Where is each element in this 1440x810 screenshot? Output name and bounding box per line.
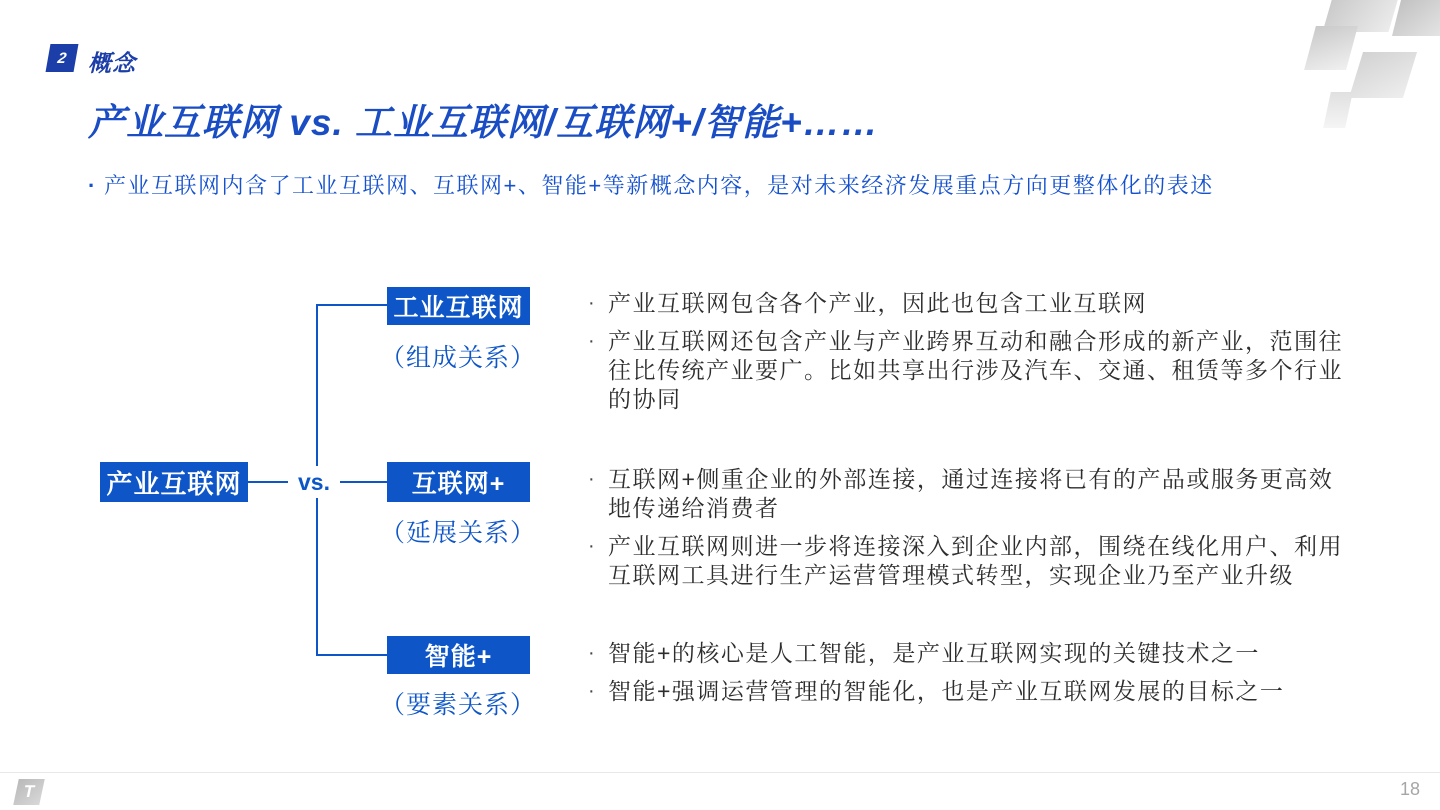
list-item xyxy=(588,327,1346,414)
bullet-dot: · xyxy=(588,292,597,314)
list-item xyxy=(588,639,1346,668)
page-title: 产业互联网 vs. 工业互联网/互联网+/智能+…… xyxy=(88,102,879,143)
bullet-dot: · xyxy=(588,535,597,557)
bullet-dot: · xyxy=(588,642,597,664)
bullet-dot: · xyxy=(588,468,597,490)
footer-logo-glyph: T xyxy=(21,782,37,801)
list-item xyxy=(588,677,1346,706)
branch-relation-label: （延展关系） xyxy=(379,519,536,547)
footer-divider xyxy=(0,772,1440,773)
point-text: 智能+强调运营管理的智能化，也是产业互联网发展的目标之一 xyxy=(608,678,1285,704)
point-text: 互联网+侧重企业的外部连接，通过连接将已有的产品或服务更高效地传递给消费者 xyxy=(608,466,1334,521)
branch-points-list xyxy=(588,465,1346,590)
branch-points-list xyxy=(588,289,1346,414)
decorative-parallelogram xyxy=(1392,0,1440,36)
point-text: 智能+的核心是人工智能，是产业互联网实现的关键技术之一 xyxy=(608,640,1260,666)
decorative-parallelogram xyxy=(1349,52,1417,98)
section-number: 2 xyxy=(56,49,68,67)
section-number-badge xyxy=(46,44,79,72)
list-item xyxy=(588,532,1346,590)
footer-logo-icon xyxy=(13,779,45,805)
list-item xyxy=(588,465,1346,523)
intro-text: 产业互联网内含了工业互联网、互联网+、智能+等新概念内容，是对未来经济发展重点方向更整体化的表述 xyxy=(104,173,1214,198)
decorative-parallelogram xyxy=(1304,26,1358,70)
intro-statement xyxy=(88,172,1388,200)
branch-relation-label: （要素关系） xyxy=(379,691,536,719)
section-label: 概念 xyxy=(88,50,136,76)
point-text: 产业互联网则进一步将连接深入到企业内部，围绕在线化用户、利用互联网工具进行生产运营管理模式转型，实现企业乃至产业升级 xyxy=(608,533,1343,588)
root-node-box: 产业互联网 xyxy=(100,462,248,502)
decorative-parallelogram xyxy=(1323,92,1353,128)
branch-relation-label: （组成关系） xyxy=(379,344,536,372)
branch-points-list xyxy=(588,639,1346,706)
connector-bottom-line xyxy=(317,654,387,656)
vs-label: vs. xyxy=(288,466,340,498)
branch-node-box: 工业互联网 xyxy=(387,287,530,325)
point-text: 产业互联网包含各个产业，因此也包含工业互联网 xyxy=(608,290,1147,316)
bullet-dot: · xyxy=(588,680,597,702)
list-item xyxy=(588,289,1346,318)
branch-node-box: 互联网+ xyxy=(387,462,530,502)
page-number: 18 xyxy=(1399,779,1420,799)
connector-top-line xyxy=(317,304,387,306)
intro-bullet-dot: · xyxy=(88,173,97,198)
branch-node-box: 智能+ xyxy=(387,636,530,674)
point-text: 产业互联网还包含产业与产业跨界互动和融合形成的新产业，范围往往比传统产业要广。比如共享出行涉及汽车、交通、租赁等多个行业的协同 xyxy=(608,328,1343,412)
bullet-dot: · xyxy=(588,330,597,352)
